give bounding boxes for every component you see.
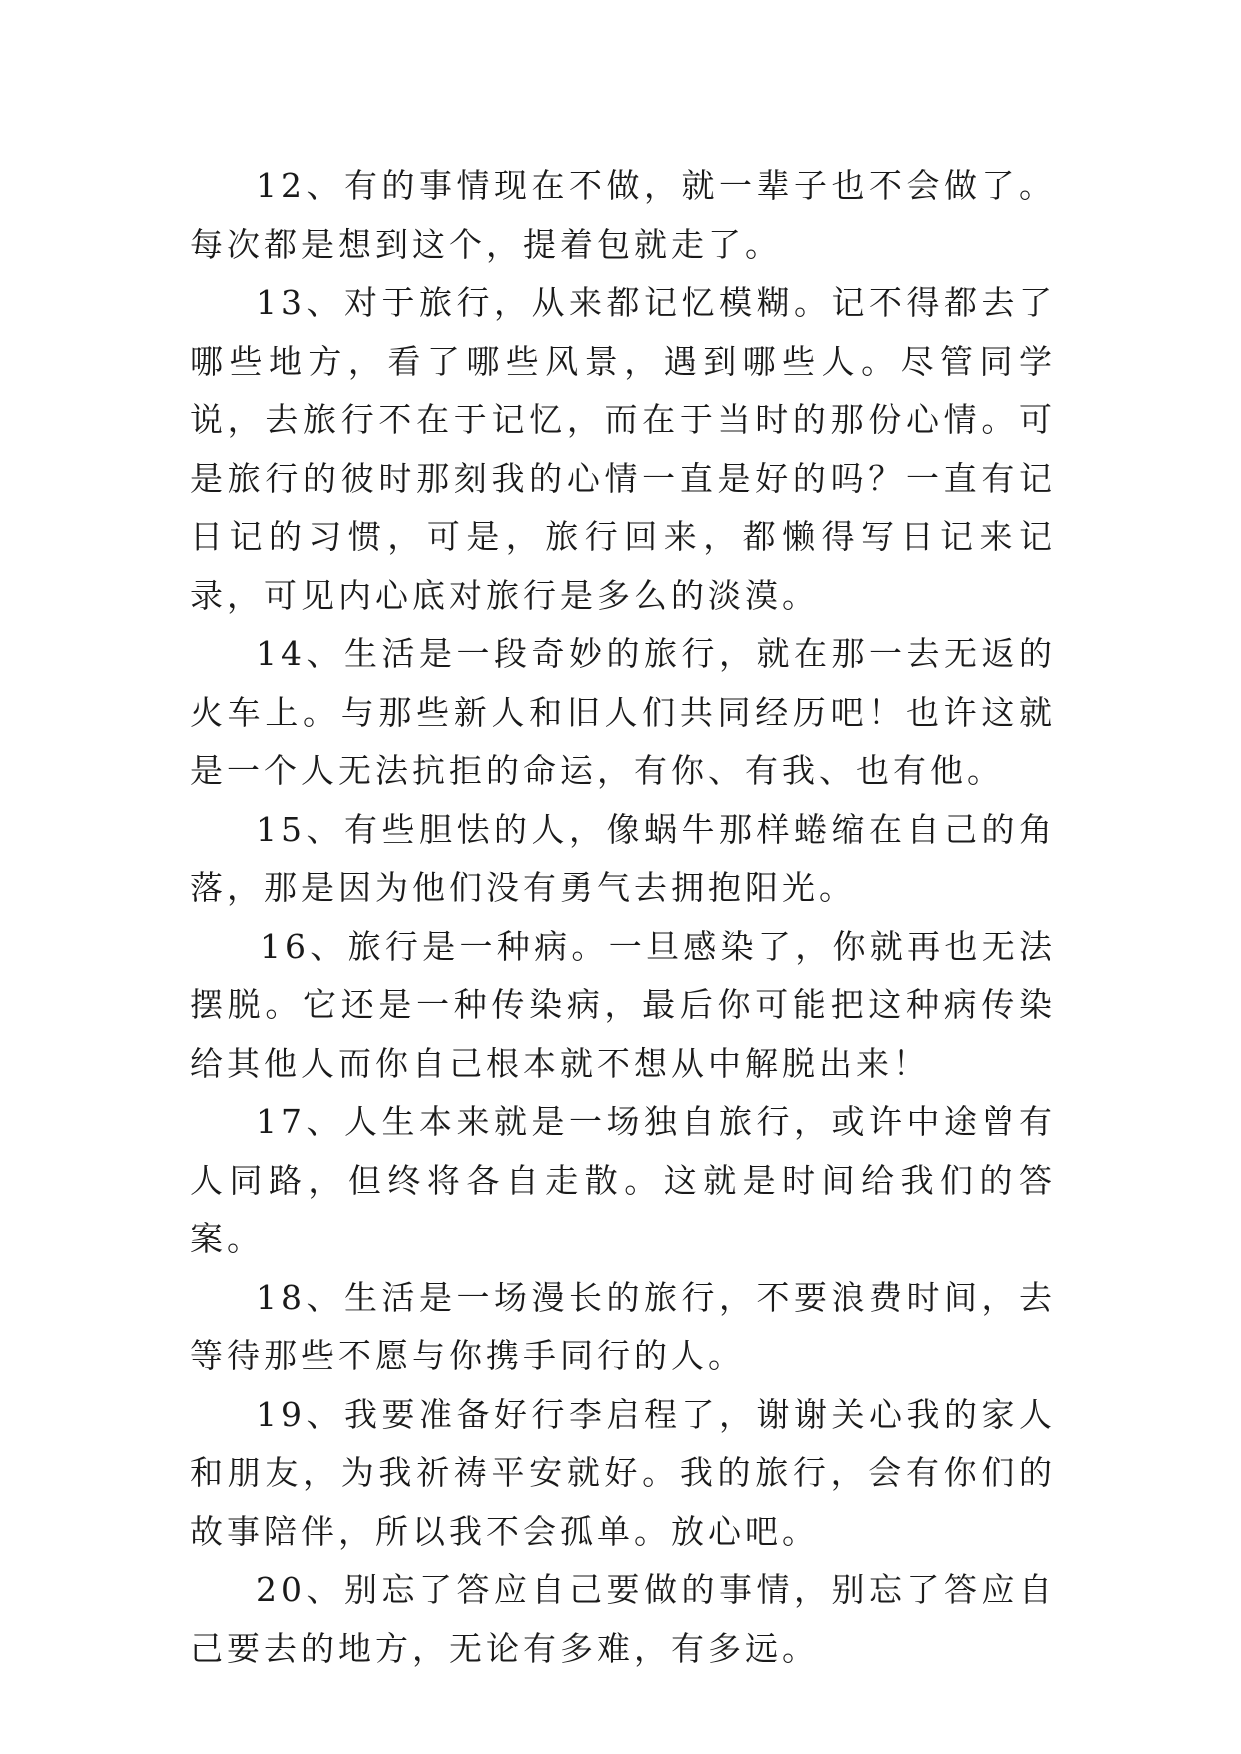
paragraph-12: 12、有的事情现在不做，就一辈子也不会做了。每次都是想到这个，提着包就走了。 [190, 166, 1056, 264]
paragraph-18: 18、生活是一场漫长的旅行，不要浪费时间，去等待那些不愿与你携手同行的人。 [190, 1277, 1056, 1375]
paragraph-20: 20、别忘了答应自己要做的事情，别忘了答应自己要去的地方，无论有多难，有多远。 [190, 1570, 1056, 1668]
paragraph-14: 14、生活是一段奇妙的旅行，就在那一去无返的火车上。与那些新人和旧人们共同经历吧！也许这就是一个人无法抗拒的命运，有你、有我、也有他。 [190, 634, 1056, 790]
paragraph-16: 16、旅行是一种病。一旦感染了，你就再也无法摆脱。它还是一种传染病，最后你可能把这种病传染给其他人而你自己根本就不想从中解脱出来！ [190, 926, 1056, 1083]
paragraph-17: 17、人生本来就是一场独自旅行，或许中途曾有人同路，但终将各自走散。这就是时间给我们的答案。 [190, 1102, 1056, 1258]
paragraph-13: 13、对于旅行，从来都记忆模糊。记不得都去了哪些地方，看了哪些风景，遇到哪些人。尽管同学说，去旅行不在于记忆，而在于当时的那份心情。可是旅行的彼时那刻我的心情一直是好的吗？一直有记日记的习惯，可是，旅行回来，都懒得写日记来记录，可见内心底对旅行是多么的淡漠。 [190, 283, 1056, 615]
paragraph-19: 19、我要准备好行李启程了，谢谢关心我的家人和朋友，为我祈祷平安就好。我的旅行，会有你们的故事陪伴，所以我不会孤单。放心吧。 [190, 1394, 1056, 1551]
paragraph-15: 15、有些胆怯的人，像蜗牛那样蜷缩在自己的角落，那是因为他们没有勇气去拥抱阳光。 [190, 809, 1056, 907]
document-body [190, 157, 1056, 1678]
